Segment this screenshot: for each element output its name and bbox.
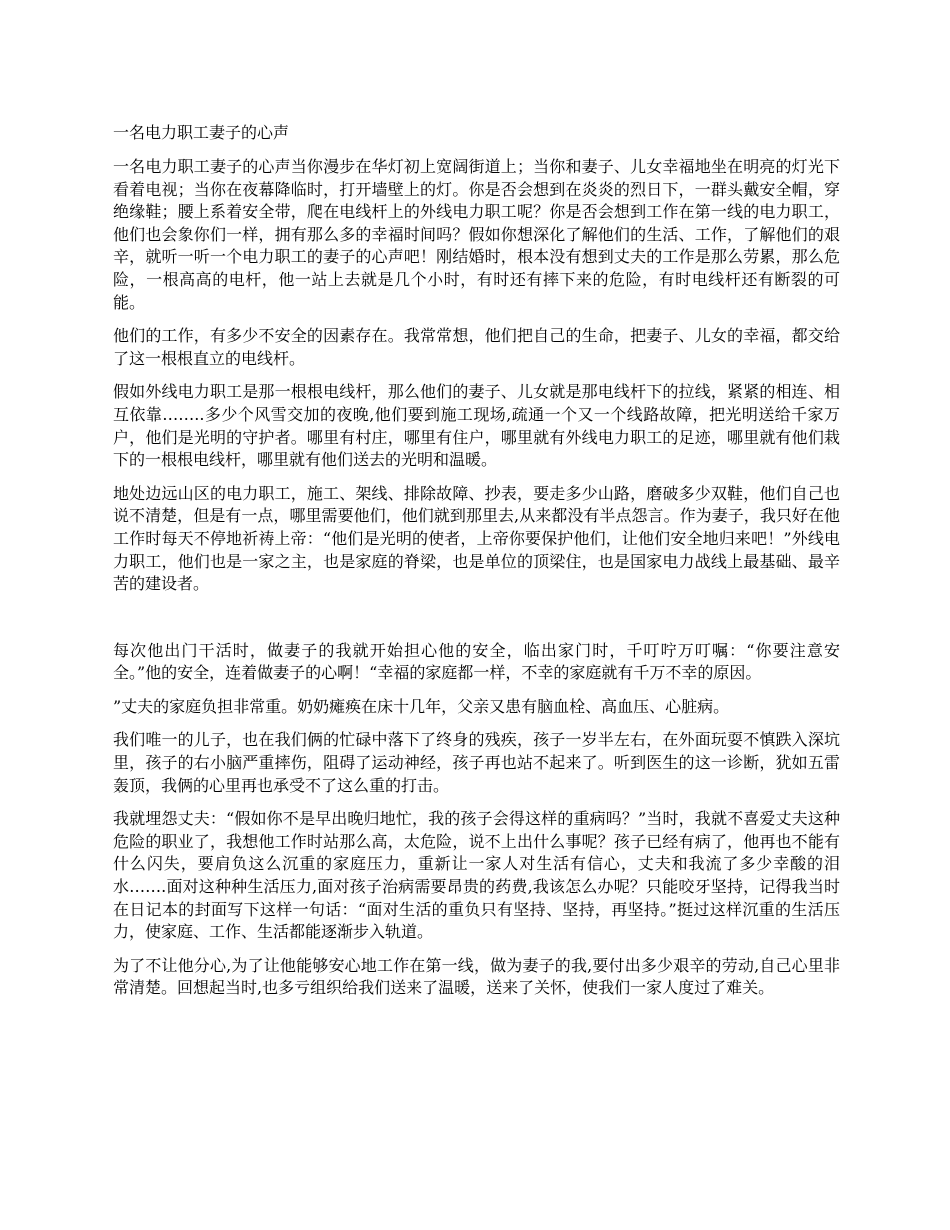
paragraph: 我们唯一的儿子，也在我们俩的忙碌中落下了终身的残疾，孩子一岁半左右，在外面玩耍不慎跌入深坑里，孩子的右小脑严重摔伤，阻碍了运动神经，孩子再也站不起来了。听到医生的这一诊断，犹如五雷轰顶，我俩的心里再也承受不了这么重的打击。: [113, 730, 840, 795]
paragraph: ”丈夫的家庭负担非常重。奶奶瘫痪在床十几年，父亲又患有脑血栓、高血压、心脏病。: [113, 696, 730, 716]
section-gap: [113, 607, 840, 640]
paragraph: 假如外线电力职工是那一根根电线杆，那么他们的妻子、儿女就是那电线杆下的拉线，紧紧的相连、相互依靠……..多少个风雪交加的夜晚,他们要到施工现场,疏通一个又一个线路故障，把光明送给千家万户，他们是光明的守护者。哪里有村庄，哪里有住户，哪里就有外线电力职工的足迹，哪里就有他们栽下的一根根电线杆，哪里就有他们送去的光明和温暖。: [113, 382, 840, 470]
paragraph: 地处边远山区的电力职工，施工、架线、排除故障、抄表，要走多少山路，磨破多少双鞋，他们自己也说不清楚，但是有一点，哪里需要他们，他们就到那里去,从来都没有半点怨言。作为妻子，我只好在他工作时每天不停地祈祷上帝：“他们是光明的使者，上帝你要保护他们，让他们安全地归来吧！”外线电力职工，他们也是一家之主，也是家庭的脊梁，也是单位的顶梁住，也是国家电力战线上最基础、最辛苦的建设者。: [113, 483, 840, 594]
paragraph: 一名电力职工妻子的心声当你漫步在华灯初上宽阔街道上；当你和妻子、儿女幸福地坐在明亮的灯光下看着电视；当你在夜幕降临时，打开墙壁上的灯。你是否会想到在炎炎的烈日下，一群头戴安全帽，穿绝缘鞋；腰上系着安全带，爬在电线杆上的外线电力职工呢？你是否会想到工作在第一线的电力职工，他们也会象你们一样，拥有那么多的幸福时间吗？假如你想深化了解他们的生活、工作，了解他们的艰辛，就听一听一个电力职工的妻子的心声吧！刚结婚时，根本没有想到丈夫的工作是那么劳累，那么危险，一根高高的电杆，他一站上去就是几个小时，有时还有摔下来的危险，有时电线杆还有断裂的可能。: [113, 157, 840, 312]
paragraph: 每次他出门干活时，做妻子的我就开始担心他的安全，临出家门时，千叮咛万叮嘱：“你要注意安全。”他的安全，连着做妻子的心啊！“幸福的家庭都一样，不幸的家庭就有千万不幸的原因。: [113, 640, 840, 683]
paragraph: 为了不让他分心,为了让他能够安心地工作在第一线，做为妻子的我,要付出多少艰辛的劳动,自己心里非常清楚。回想起当时,也多亏组织给我们送来了温暖，送来了关怀，使我们一家人度过了难关。: [113, 955, 840, 998]
paragraph: 我就埋怨丈夫：“假如你不是早出晚归地忙，我的孩子会得这样的重病吗？”当时，我就不喜爱丈夫这种危险的职业了，我想他工作时站那么高，太危险，说不上出什么事呢？孩子已经有病了，他再也不能有什么闪失，要肩负这么沉重的家庭压力，重新让一家人对生活有信心，丈夫和我流了多少幸酸的泪水…….面对这种种生活压力,面对孩子治病需要昂贵的药费,我该怎么办呢？只能咬牙坚持，记得我当时在日记本的封面写下这样一句话：“面对生活的重负只有坚持、坚持，再坚持。”挺过这样沉重的生活压力，使家庭、工作、生活都能逐渐步入轨道。: [113, 809, 840, 942]
paragraph: 他们的工作，有多少不安全的因素存在。我常常想，他们把自己的生命，把妻子、儿女的幸福，都交给了这一根根直立的电线杆。: [113, 326, 840, 368]
document-page: [113, 122, 840, 1011]
document-title: 一名电力职工妻子的心声: [113, 123, 290, 142]
